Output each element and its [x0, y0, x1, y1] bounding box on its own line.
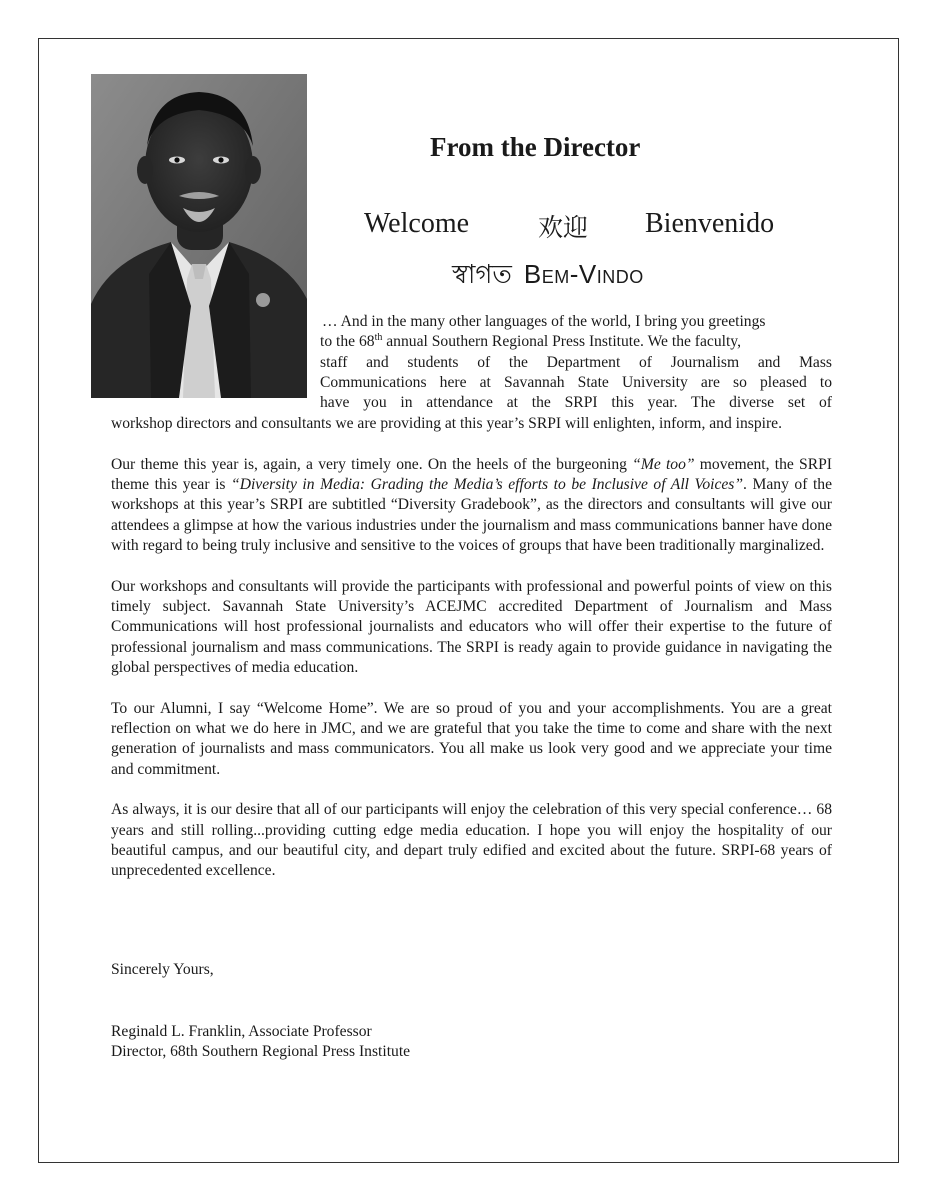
- greeting-bengali: স্বাগত: [452, 260, 512, 290]
- theme-paragraph: Our theme this year is, again, a very timely one. On the heels of the burgeoning “Me too” movement, the SRPI theme this year is “Diversity in Media: Grading the Media’s efforts to be Inclusive of All Voices”. Many of the workshops at this year’s SRPI are subtitled “Diversity Gradebook”, as the directors and consultants will give our attendees a glimpse at how the various industries under the journalism and mass communications banner have done with regard to being truly inclusive and sensitive to the voices of groups that have been traditionally marginalized.: [111, 455, 832, 554]
- director-portrait-photo: [91, 74, 307, 398]
- greeting-portuguese: Bem-Vindo: [523, 259, 644, 289]
- signoff: [111, 960, 214, 980]
- intro-line: have you in attendance at the SRPI this year. The diverse set of: [320, 394, 832, 412]
- page-title: From the Director: [430, 132, 641, 162]
- superscript-th: th: [374, 332, 383, 344]
- alumni-paragraph: To our Alumni, I say “Welcome Home”. We are so proud of you and your accomplishments. You are a great reflection on what we do here in JMC, and we are grateful that you take the time to come and share with the next generation of journalists and mass communicators. You all make us look very good and we appreciate your time and commitment.: [111, 699, 832, 778]
- greeting-welcome: Welcome: [364, 208, 470, 239]
- workshops-paragraph: Our workshops and consultants will provide the participants with professional and powerful points of view on this timely subject. Savannah State University’s ACEJMC accredited Department of Journalism and Mass Communications will host professional journalists and educators who will offer their expertise to the future of professional journalism and mass communications. The SRPI is ready again to provide guidance in navigating the global perspectives of media education.: [111, 577, 832, 676]
- letter-body: [111, 414, 832, 882]
- closing-paragraph: As always, it is our desire that all of our participants will enjoy the celebration of this very special conference… 68 years and still rolling...providing cutting edge media education. I hope you will enjoy the hospitality of our beautiful campus, and our beautiful city, and depart truly edified and excited about the future. SRPI-68 years of unprecedented excellence.: [111, 801, 832, 880]
- greeting-spanish: Bienvenido: [645, 208, 775, 239]
- intro-line: … And in the many other languages of the world, I bring you greetings: [322, 313, 766, 330]
- intro-line: to the 68th annual Southern Regional Press Institute. We the faculty,: [320, 332, 741, 351]
- intro-paragraph-lead: [320, 312, 832, 413]
- theme-title-emphasis: “Diversity in Media: Grading the Media’s efforts to be Inclusive of All Voices”: [231, 476, 744, 494]
- intro-continuation: workshop directors and consultants we are providing at this year’s SRPI will enlighten, inform, and inspire.: [111, 415, 782, 432]
- signature-name: Reginald L. Franklin, Associate Professor: [111, 1023, 372, 1040]
- signoff-text: Sincerely Yours,: [111, 961, 214, 978]
- intro-line: Communications here at Savannah State University are so pleased to: [320, 373, 832, 391]
- intro-line: staff and students of the Department of Journalism and Mass: [320, 353, 832, 371]
- signature-block: [111, 1022, 410, 1063]
- me-too-emphasis: “Me too”: [632, 455, 695, 473]
- signature-title: Director, 68th Southern Regional Press Institute: [111, 1043, 411, 1061]
- greeting-line-2: [452, 254, 644, 298]
- greeting-chinese: 欢迎: [538, 213, 589, 242]
